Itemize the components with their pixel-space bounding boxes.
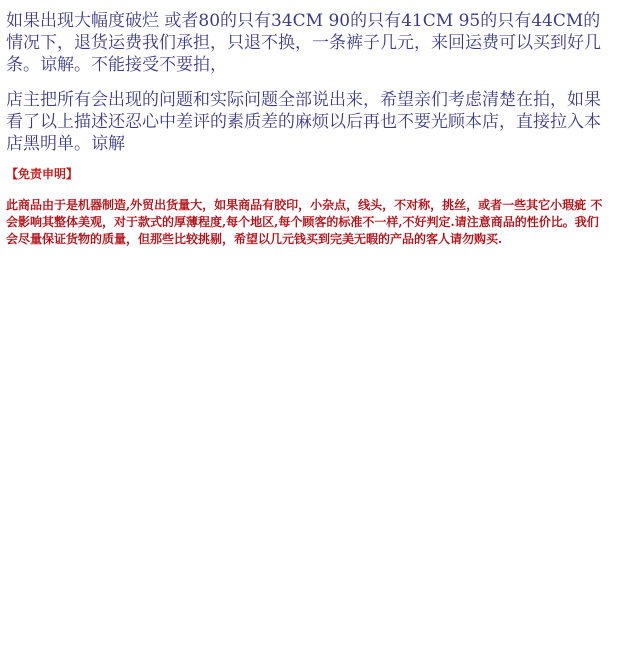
disclaimer-heading: 【免责申明】 xyxy=(6,167,79,181)
disclaimer-body: 此商品由于是机器制造,外贸出货量大，如果商品有胶印，小杂点，线头，不对称，挑丝，或者一些其它小瑕疵 不会影响其整体美观，对于款式的厚薄程度,每个地区,每个顾客的标准不一样,不好判定.请注意商品的性价比。我们会尽量保证货物的质量，但那些比较挑剔，希望以几元钱买到完美无暇的产品的客人请勿购买. xyxy=(6,198,603,246)
sizing-policy-paragraph: 如果出现大幅度破烂 或者80的只有34CM 90的只有41CM 95的只有44CM的情况下，退货运费我们承担，只退不换，一条裤子几元，来回运费可以买到好几条。谅解。不能接受不要拍， xyxy=(6,11,601,75)
review-warning-paragraph: 店主把所有会出现的问题和实际问题全部说出来，希望亲们考虑清楚在拍，如果看了以上描述还忍心中差评的素质差的麻烦以后再也不要光顾本店，直接拉入本店黑明单。谅解 xyxy=(6,90,601,154)
